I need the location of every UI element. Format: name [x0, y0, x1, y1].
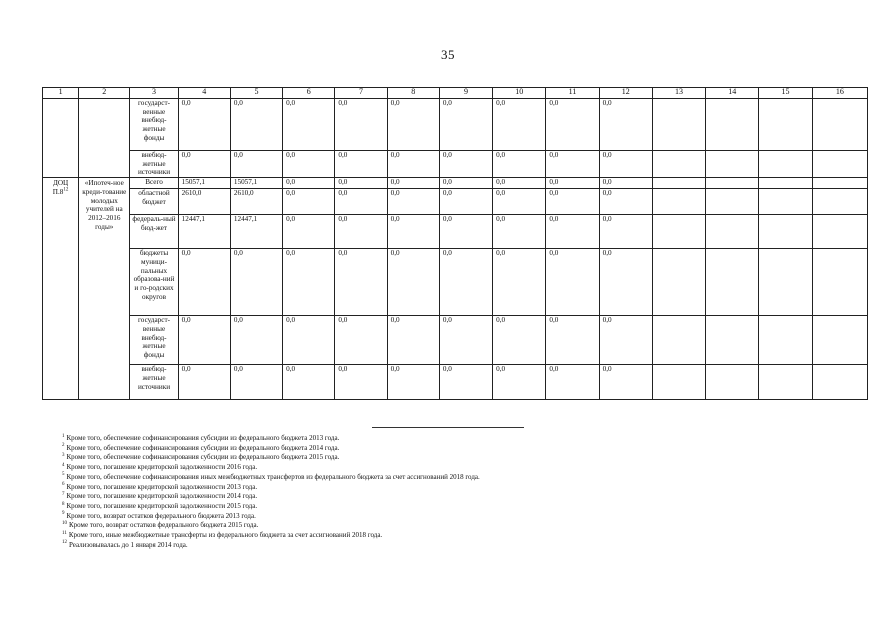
- footnote-number: 3: [62, 453, 65, 459]
- table-row: [43, 178, 868, 189]
- footnote-text: Кроме того, погашение кредиторской задолженности 2013 года.: [66, 482, 258, 491]
- value-cell: 0,0: [387, 178, 439, 189]
- program-code-footnote: 12: [63, 187, 69, 193]
- empty-cell: [812, 365, 867, 400]
- value-cell: 0,0: [230, 151, 282, 178]
- column-number-cell: 7: [335, 88, 387, 99]
- value-cell: 0,0: [599, 178, 652, 189]
- footnote-item: [62, 473, 782, 483]
- footnote-number: 10: [62, 521, 67, 526]
- value-cell: 0,0: [599, 316, 652, 365]
- value-cell: 0,0: [599, 189, 652, 215]
- value-cell: 0,0: [230, 316, 282, 365]
- empty-cell: [759, 316, 812, 365]
- empty-cell: [652, 151, 705, 178]
- value-cell: 12447,1: [230, 215, 282, 249]
- funding-source-cell: внебюд-жетные источники: [130, 365, 178, 400]
- value-cell: 0,0: [335, 178, 387, 189]
- value-cell: 0,0: [599, 99, 652, 151]
- footnote-text: Кроме того, обеспечение софинансирования субсидии из федерального бюджета 2014 года.: [66, 443, 340, 452]
- empty-cell: [706, 189, 759, 215]
- value-cell: 0,0: [283, 99, 335, 151]
- value-cell: 0,0: [283, 151, 335, 178]
- funding-source-cell: внебюд-жетные источники: [130, 151, 178, 178]
- funding-source-cell: Всего: [130, 178, 178, 189]
- footnote-text: Кроме того, погашение кредиторской задолженности 2014 года.: [66, 492, 258, 501]
- footnote-item: [62, 434, 782, 444]
- value-cell: 0,0: [546, 316, 599, 365]
- empty-cell: [706, 215, 759, 249]
- column-number-cell: 13: [652, 88, 705, 99]
- value-cell: 0,0: [387, 215, 439, 249]
- empty-cell: [652, 316, 705, 365]
- column-number-cell: 1: [43, 88, 79, 99]
- footnote-separator: [372, 427, 524, 428]
- empty-cell: [706, 99, 759, 151]
- value-cell: 0,0: [230, 99, 282, 151]
- funding-source-cell: бюджеты муници-пальных образова-ний и го-родских округов: [130, 249, 178, 316]
- value-cell: 0,0: [493, 316, 546, 365]
- footnote-text: Кроме того, обеспечение софинансирования субсидии из федерального бюджета 2015 года.: [66, 453, 340, 462]
- empty-cell: [812, 215, 867, 249]
- value-cell: 0,0: [283, 189, 335, 215]
- footnote-item: [62, 463, 782, 473]
- value-cell: 0,0: [493, 99, 546, 151]
- footnote-text: Кроме того, обеспечение софинансирования субсидии из федерального бюджета 2013 года.: [66, 434, 340, 442]
- column-number-cell: 11: [546, 88, 599, 99]
- footnote-number: 1: [62, 433, 65, 439]
- value-cell: 0,0: [283, 365, 335, 400]
- column-number-cell: 14: [706, 88, 759, 99]
- table-row: [43, 99, 868, 151]
- program-name: «Ипотеч-ное креди-тование молодых учителей на 2012–2016 годы»: [82, 179, 127, 231]
- funding-source-cell: федераль-ный бюд-жет: [130, 215, 178, 249]
- empty-cell: [812, 178, 867, 189]
- footnote-number: 9: [62, 511, 65, 517]
- value-cell: 0,0: [387, 249, 439, 316]
- column-number-cell: 16: [812, 88, 867, 99]
- footnote-number: 12: [62, 540, 67, 546]
- empty-cell: [706, 365, 759, 400]
- table-row: [43, 249, 868, 316]
- value-cell: 0,0: [546, 189, 599, 215]
- value-cell: 0,0: [335, 189, 387, 215]
- footnote-item: [62, 541, 782, 551]
- value-cell: 0,0: [439, 189, 492, 215]
- value-cell: 0,0: [599, 151, 652, 178]
- value-cell: 0,0: [283, 178, 335, 189]
- footnote-number: 7: [62, 491, 65, 497]
- table-row: [43, 215, 868, 249]
- value-cell: 0,0: [599, 215, 652, 249]
- value-cell: 0,0: [178, 365, 230, 400]
- page-number: 35: [441, 47, 455, 62]
- value-cell: 0,0: [230, 365, 282, 400]
- empty-cell: [812, 151, 867, 178]
- value-cell: 0,0: [546, 215, 599, 249]
- empty-cell: [812, 249, 867, 316]
- row-name-cell: [79, 99, 130, 178]
- value-cell: 0,0: [387, 316, 439, 365]
- footnote-number: 6: [62, 482, 65, 488]
- empty-cell: [759, 99, 812, 151]
- empty-cell: [812, 99, 867, 151]
- funding-source-cell: государст-венные внебюд-жетные фонды: [130, 99, 178, 151]
- empty-cell: [652, 189, 705, 215]
- footnote-number: 4: [62, 462, 65, 468]
- empty-cell: [759, 189, 812, 215]
- value-cell: 0,0: [546, 151, 599, 178]
- value-cell: 0,0: [178, 99, 230, 151]
- empty-cell: [759, 178, 812, 189]
- table-row: [43, 365, 868, 400]
- empty-cell: [652, 99, 705, 151]
- column-number-cell: 10: [493, 88, 546, 99]
- value-cell: 0,0: [546, 365, 599, 400]
- value-cell: 0,0: [599, 365, 652, 400]
- column-number-row: [43, 88, 868, 99]
- value-cell: 0,0: [439, 99, 492, 151]
- column-number-cell: 8: [387, 88, 439, 99]
- column-number-cell: 5: [230, 88, 282, 99]
- program-code: ДОЦ П.8: [52, 179, 69, 196]
- footnote-item: [62, 521, 782, 531]
- column-number-cell: 12: [599, 88, 652, 99]
- value-cell: 0,0: [546, 249, 599, 316]
- footnote-item: [62, 531, 782, 541]
- footnote-item: [62, 444, 782, 454]
- value-cell: 0,0: [493, 365, 546, 400]
- empty-cell: [706, 178, 759, 189]
- value-cell: 0,0: [230, 249, 282, 316]
- empty-cell: [759, 365, 812, 400]
- value-cell: 0,0: [283, 215, 335, 249]
- value-cell: 0,0: [335, 215, 387, 249]
- footnote-number: 5: [62, 472, 65, 478]
- value-cell: 0,0: [387, 99, 439, 151]
- empty-cell: [759, 215, 812, 249]
- value-cell: 0,0: [493, 178, 546, 189]
- value-cell: 0,0: [387, 189, 439, 215]
- value-cell: 0,0: [439, 316, 492, 365]
- value-cell: 0,0: [335, 365, 387, 400]
- value-cell: 0,0: [439, 151, 492, 178]
- footnote-text: Кроме того, обеспечение софинансирования иных межбюджетных трансфертов из федерального бюджета за счет ассигнований 2018 года.: [66, 472, 480, 481]
- footnotes: [62, 434, 782, 550]
- footnote-text: Кроме того, возврат остатков федерального бюджета 2013 года.: [66, 511, 256, 520]
- footnote-number: 8: [62, 501, 65, 507]
- value-cell: 0,0: [335, 99, 387, 151]
- value-cell: 0,0: [599, 249, 652, 316]
- footnote-text: Кроме того, погашение кредиторской задолженности 2015 года.: [66, 501, 258, 510]
- empty-cell: [759, 249, 812, 316]
- value-cell: 15057,1: [178, 178, 230, 189]
- value-cell: 0,0: [387, 365, 439, 400]
- footnote-number: 2: [62, 443, 65, 449]
- value-cell: 0,0: [493, 189, 546, 215]
- empty-cell: [706, 249, 759, 316]
- funding-source-cell: областной бюджет: [130, 189, 178, 215]
- empty-cell: [652, 365, 705, 400]
- empty-cell: [706, 316, 759, 365]
- value-cell: 0,0: [283, 316, 335, 365]
- column-number-cell: 3: [130, 88, 178, 99]
- empty-cell: [706, 151, 759, 178]
- budget-table: [42, 87, 868, 400]
- value-cell: 0,0: [493, 215, 546, 249]
- empty-cell: [812, 316, 867, 365]
- value-cell: 0,0: [439, 178, 492, 189]
- footnote-text: Кроме того, погашение кредиторской задолженности 2016 года.: [66, 463, 258, 472]
- value-cell: 15057,1: [230, 178, 282, 189]
- value-cell: 0,0: [283, 249, 335, 316]
- value-cell: 0,0: [439, 215, 492, 249]
- value-cell: 0,0: [335, 316, 387, 365]
- table-row: [43, 316, 868, 365]
- footnote-text: Кроме того, возврат остатков федерального бюджета 2015 года.: [69, 521, 259, 530]
- row-code-cell: [43, 178, 79, 400]
- value-cell: 0,0: [493, 151, 546, 178]
- value-cell: 2610,0: [178, 189, 230, 215]
- value-cell: 2610,0: [230, 189, 282, 215]
- funding-source-cell: государст-венные внебюд-жетные фонды: [130, 316, 178, 365]
- empty-cell: [759, 151, 812, 178]
- value-cell: 0,0: [178, 249, 230, 316]
- value-cell: 0,0: [546, 178, 599, 189]
- value-cell: 0,0: [439, 249, 492, 316]
- footnote-item: [62, 502, 782, 512]
- value-cell: 0,0: [546, 99, 599, 151]
- column-number-cell: 2: [79, 88, 130, 99]
- value-cell: 0,0: [178, 316, 230, 365]
- empty-cell: [812, 189, 867, 215]
- row-name-cell: [79, 178, 130, 400]
- value-cell: 0,0: [178, 151, 230, 178]
- table-row: [43, 189, 868, 215]
- table-row: [43, 151, 868, 178]
- empty-cell: [652, 178, 705, 189]
- column-number-cell: 4: [178, 88, 230, 99]
- row-code-cell: [43, 99, 79, 178]
- empty-cell: [652, 249, 705, 316]
- value-cell: 0,0: [439, 365, 492, 400]
- empty-cell: [652, 215, 705, 249]
- value-cell: 12447,1: [178, 215, 230, 249]
- footnote-item: [62, 453, 782, 463]
- value-cell: 0,0: [335, 249, 387, 316]
- footnote-number: 11: [62, 530, 67, 536]
- footnote-item: [62, 512, 782, 522]
- column-number-cell: 6: [283, 88, 335, 99]
- value-cell: 0,0: [387, 151, 439, 178]
- footnote-text: Кроме того, иные межбюджетные трансферты из федерального бюджета за счет ассигнований 2018 года.: [68, 531, 383, 540]
- value-cell: 0,0: [335, 151, 387, 178]
- footnote-item: [62, 483, 782, 493]
- column-number-cell: 9: [439, 88, 492, 99]
- value-cell: 0,0: [493, 249, 546, 316]
- footnote-item: [62, 492, 782, 502]
- footnote-text: Реализовывалась до 1 января 2014 года.: [69, 540, 188, 549]
- column-number-cell: 15: [759, 88, 812, 99]
